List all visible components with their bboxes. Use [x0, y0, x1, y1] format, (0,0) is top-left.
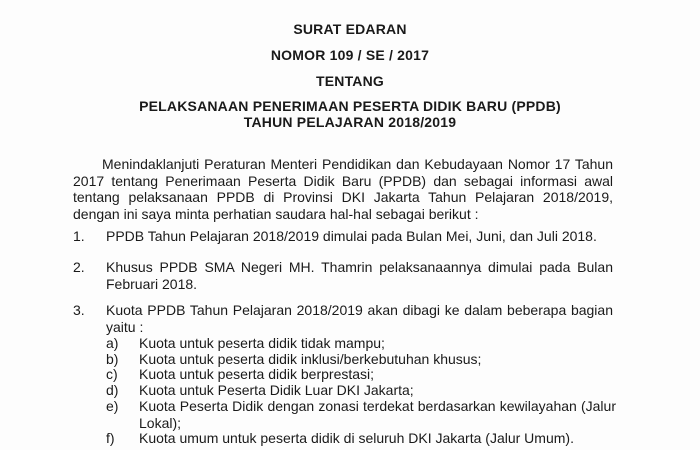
- list-number: 3.: [73, 302, 85, 318]
- intro-line: tentang pelaksanaan PPDB di Provinsi DKI Jakarta Tahun Pelajaran 2018/2019,: [73, 189, 613, 205]
- sublist-item-f: [106, 430, 616, 447]
- doc-subject-line-1: PELAKSANAAN PENERIMAAN PESERTA DIDIK BARU (PPDB): [139, 98, 561, 114]
- sublist-letter: a): [106, 335, 119, 351]
- doc-subject-line-2: TAHUN PELAJARAN 2018/2019: [243, 114, 457, 130]
- list-text: Februari 2018.: [106, 275, 198, 292]
- sublist-letter: c): [106, 366, 118, 382]
- list-number: 2.: [73, 259, 85, 275]
- sublist-text: Kuota untuk peserta didik berprestasi;: [139, 366, 375, 382]
- list-item-3: [73, 302, 613, 335]
- sublist-item-d: [106, 382, 616, 399]
- list-item-2: [73, 259, 613, 292]
- sublist-text: Kuota untuk peserta didik inklusi/berkebutuhan khusus;: [139, 351, 482, 367]
- sublist-item-a: [106, 335, 616, 352]
- sublist-item-e: [106, 398, 616, 431]
- sublist-text: Lokal);: [139, 414, 182, 431]
- sublist-letter: f): [106, 430, 115, 446]
- sublist-letter: b): [106, 351, 119, 367]
- doc-number: NOMOR 109 / SE / 2017: [270, 47, 430, 63]
- sublist-item-c: [106, 366, 616, 383]
- sublist-text: Kuota untuk Peserta Didik Luar DKI Jakarta;: [139, 382, 414, 398]
- sublist-text: Kuota Peserta Didik dengan zonasi terdekat berdasarkan kewilayahan (Jalur: [139, 398, 616, 414]
- sublist-letter: e): [106, 398, 119, 414]
- intro-line: dengan ini saya minta perhatian saudara hal-hal sebagai berikut :: [73, 205, 479, 222]
- sublist-text: Kuota untuk peserta didik tidak mampu;: [139, 335, 385, 351]
- intro-line: Menindaklanjuti Peraturan Menteri Pendidikan dan Kebudayaan Nomor 17 Tahun: [102, 156, 613, 172]
- list-number: 1.: [73, 228, 85, 244]
- sublist-text: Kuota umum untuk peserta didik di seluruh DKI Jakarta (Jalur Umum).: [139, 430, 574, 446]
- doc-title: SURAT EDARAN: [293, 21, 407, 37]
- intro-line: 2017 tentang Penerimaan Peserta Didik Baru (PPDB) dan sebagai informasi awal: [73, 172, 613, 189]
- list-text: yaitu :: [106, 318, 144, 335]
- intro-paragraph: [73, 156, 613, 222]
- list-text: Kuota PPDB Tahun Pelajaran 2018/2019 akan dibagi ke dalam beberapa bagian: [106, 302, 613, 318]
- sublist-letter: d): [106, 382, 119, 398]
- doc-about-label: TENTANG: [315, 73, 385, 89]
- list-item-1: [73, 228, 613, 245]
- list-text: PPDB Tahun Pelajaran 2018/2019 dimulai pada Bulan Mei, Juni, dan Juli 2018.: [106, 228, 597, 244]
- list-text: Khusus PPDB SMA Negeri MH. Thamrin pelaksanaannya dimulai pada Bulan: [106, 259, 613, 275]
